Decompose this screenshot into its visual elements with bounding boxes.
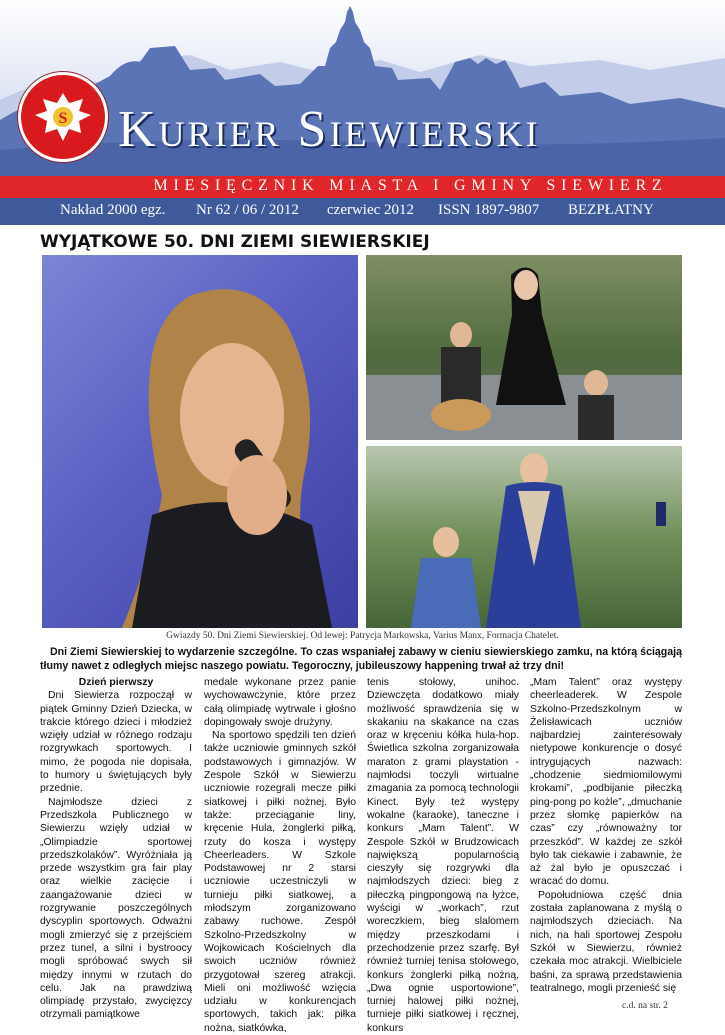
town-emblem (18, 72, 108, 162)
column-1 (40, 676, 192, 1022)
issn: ISSN 1897-9807 (438, 202, 540, 218)
paragraph: „Mam Talent” oraz występy cheerleaderek. W Zespole Szkolno-Przedszkolnym w Żelisławicach uczniów najbardziej zainteresowały nietypowe konkurencje o dosyć intrygujących nazwach: „chodzenie siedmiomilowymi krokami”, „podbijanie piłeczką ping-pong po kożle”, „dmuchanie przez słomkę papierków na czas” czy „równoważny tor przeszkód”. W każdej ze szkół było tak ciekawie i zabawnie, że aż żal było je opuszczać i wracać do domu. (530, 677, 682, 888)
masthead (0, 0, 725, 225)
photo-singer-microphone (42, 255, 358, 628)
eagle-icon (21, 75, 105, 159)
paragraph: tenis stołowy, unihoc. Dziewczęta dodatkowo miały możliwość sprawdzenia się w skakaniu na skakance na czas oraz w kręceniu kółka hula-hop. Świetlica szkolna zorganizowała maraton z grami playstation - najmłodsi toczyli wirtualne zmagania za pomocą technologii Kinect. Były też występy wokalne (karaoke), taneczne i konkurs „Mam Talent”. W Zespole Szkół w Brudzowicach największą popularnością cieszyły się rozgrywki dla najmłodszych dzieci: bieg z piłeczką pingpongową na łyżce, wyścigi w „workach”, rzut woreczkiem, bieg slalomem między przeszkodami i przechodzenie przez szarfę. Był również turniej tenisa stołowego, konkurs żonglerki piłką nożną, „Dwa ognie usportowione”, turniej halowej piłki nożnej, turnieje piłki siatkowej i ręcznej, konkurs (367, 677, 519, 1034)
emblem-letter: S (58, 110, 68, 127)
photo-band-on-stage (366, 255, 682, 440)
masthead-title: Kurier Siewierski (118, 101, 541, 158)
column-2 (204, 676, 356, 1035)
paragraph: Popołudniowa część dnia została zaplanowana z myślą o najmłodszych dzieciach. Na nich, na hali sportowej Zespołu Szkół w Siewierzu, również czekała moc atrakcji. Wielbiciele baśni, za sprawą przedstawienia teatralnego, mogli przenieść się (530, 889, 682, 994)
masthead-subtitle: MIESIĘCZNIK MIASTA I GMINY SIEWIERZ (153, 177, 668, 194)
paragraph: Dni Siewierza rozpoczął w piątek Gminny Dzień Dziecka, w trakcie którego dzieci i młodzież wzięły udział w różnego rodzaju rozgrywkach sportowych. I mimo, że pogoda nie dopisała, to humory u świętujących były przednie. (40, 690, 192, 795)
paragraph: medale wykonane przez panie wychowawczynie, które przez całą olimpiadę wytrwale i głośno dopingowały swoje drużyny. (204, 677, 356, 728)
section-subheading: Dzień pierwszy (78, 677, 154, 688)
paragraph: Na sportowo spędzili ten dzień także uczniowie gminnych szkół podstawowych i gimnazjów. W Zespole Szkół w Siewierzu uczniowie rozegrali mecze piłki siatkowej i piłki nożnej. Było także: przeciąganie liny, kręcenie Hula, żonglerki piłką, rzuty do kosza i występy Cheerleaders. W Szkole Podstawowej nr 2 starsi uczniowie uczestniczyli w turnieju piłki siatkowej, a młodszym zorganizowano zabawy ruchowe. Zespół Szkolno-Przedszkolny w Wojkowicach Kościelnych dla swoich uczniów również przygotował szereg atrakcji. Mieli oni możliwość wzięcia udziału w konkurencjach sportowych, takich jak: piłka nożna, siatkówka, (204, 730, 356, 1034)
column-3 (367, 676, 519, 1035)
photo-caption: Gwiazdy 50. Dni Ziemi Siewierskiej. Od lewej: Patrycja Markowska, Varius Manx, Formacja Chatelet. (166, 631, 559, 641)
article-lead: Dni Ziemi Siewierskiej to wydarzenie szczególne. To czas wspaniałej zabawy w cieniu siewierskiego zamku, na którą ściągają tłumy nawet z odległych miejsc naszego powiatu. Tegoroczny, jubileuszowy happening trwał aż trzy dni! (40, 646, 682, 672)
article-headline: WYJĄTKOWE 50. DNI ZIEMI SIEWIERSKIEJ (40, 232, 430, 252)
photo-performers-blue-robe (366, 446, 682, 628)
print-run: Nakład 2000 egz. (60, 202, 166, 218)
issue-number: Nr 62 / 06 / 2012 (196, 202, 299, 218)
paragraph: Najmłodsze dzieci z Przedszkola Publicznego w Siewierzu wzięły udział w „Olimpiadzie sportowej przedszkolaków”. Wyróżniała ją przede wszystkim gra fair play oraz wielkie zacięcie i zaangażowanie dzieci w rozgrywanie poszczególnych dyscyplin sportowych. Odważni mogli zmierzyć się z przejściem przez tunel, a silni i bystroocy mogli spróbować swych sił między innymi w rzutach do celu. Jak na prawdziwą olimpiadę przystało, zwycięzcy otrzymali pamiątkowe (40, 796, 192, 1021)
price: BEZPŁATNY (568, 202, 654, 218)
continued-on-page-link[interactable]: c.d. na str. 2 (622, 1001, 668, 1011)
column-4 (530, 676, 682, 995)
issue-date: czerwiec 2012 (327, 202, 415, 218)
